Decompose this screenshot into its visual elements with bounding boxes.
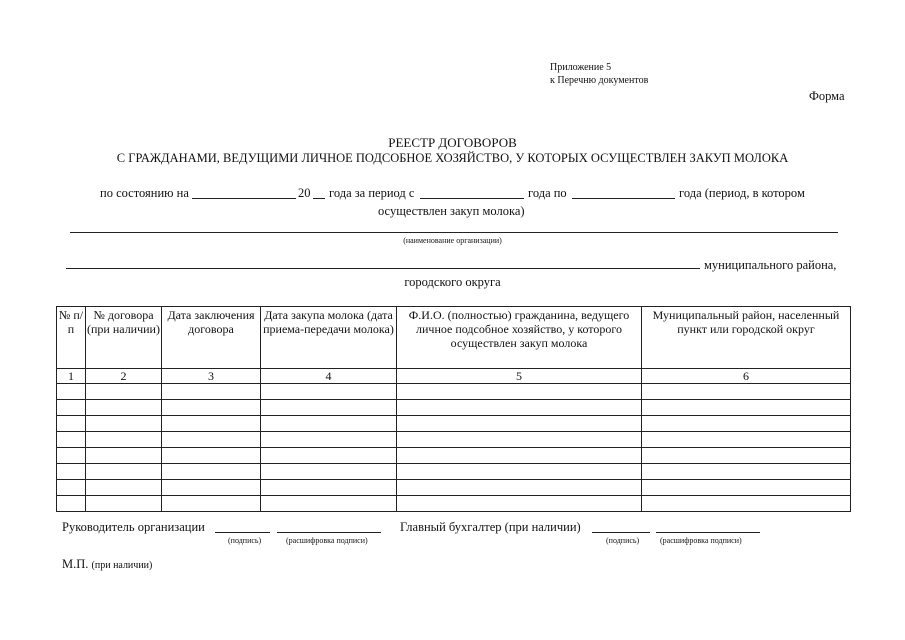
date-blank[interactable] <box>192 198 296 199</box>
column-number: 1 <box>57 369 86 384</box>
accountant-signature-caption: (подпись) <box>606 536 640 545</box>
period-from-label: года за период с <box>329 186 415 200</box>
municipal-district-label: муниципального района, <box>704 258 837 272</box>
head-decoding-caption: (расшифровка подписи) <box>286 536 368 545</box>
accountant-decoding-caption: (расшифровка подписи) <box>660 536 742 545</box>
table-row[interactable] <box>57 496 851 512</box>
table-row[interactable] <box>57 448 851 464</box>
document-subtitle: С ГРАЖДАНАМИ, ВЕДУЩИМИ ЛИЧНОЕ ПОДСОБНОЕ ХОЗЯЙСТВО, У КОТОРЫХ ОСУЩЕСТВЛЕН ЗАКУП МОЛОКА <box>116 151 789 165</box>
organization-caption: (наименование организации) <box>403 236 502 245</box>
document-title: РЕЕСТР ДОГОВОРОВ <box>388 135 517 150</box>
accountant-signature-line[interactable] <box>592 532 650 533</box>
table-header-row <box>57 307 851 369</box>
municipal-district-line[interactable] <box>66 268 700 269</box>
column-number: 3 <box>162 369 261 384</box>
column-number: 4 <box>261 369 397 384</box>
column-header: Дата закупа молока (дата приема-передачи молока) <box>261 307 397 369</box>
as-of-label: по состоянию на <box>100 186 189 200</box>
table-row[interactable] <box>57 464 851 480</box>
stamp-label <box>62 557 152 572</box>
column-number-row <box>57 369 851 384</box>
city-district-label: городского округа <box>404 275 501 289</box>
period-note-line2: осуществлен закуп молока) <box>378 204 525 218</box>
stamp-text: М.П. <box>62 557 89 571</box>
head-signature-line[interactable] <box>215 532 270 533</box>
head-of-organization-label: Руководитель организации <box>62 520 205 534</box>
stamp-note: (при наличии) <box>91 560 153 571</box>
period-to-blank[interactable] <box>572 198 675 199</box>
column-header: № договора (при наличии) <box>86 307 162 369</box>
column-number: 6 <box>642 369 851 384</box>
appendix-line2: к Перечню документов <box>550 75 649 86</box>
table-row[interactable] <box>57 416 851 432</box>
column-header: № п/п <box>57 307 86 369</box>
appendix-line1: Приложение 5 <box>550 62 612 73</box>
period-to-label: года по <box>528 186 567 200</box>
period-note: года (период, в котором <box>679 186 805 200</box>
period-from-blank[interactable] <box>420 198 524 199</box>
head-signature-caption: (подпись) <box>228 536 262 545</box>
year-prefix: 20 <box>298 186 311 200</box>
organization-name-line[interactable] <box>70 232 838 233</box>
table-row[interactable] <box>57 400 851 416</box>
year-blank[interactable] <box>313 198 325 199</box>
head-decoding-line[interactable] <box>277 532 381 533</box>
form-label: Форма <box>809 89 845 103</box>
column-header: Ф.И.О. (полностью) гражданина, ведущего личное подсобное хозяйство, у которого осуществлен закуп молока <box>397 307 642 369</box>
register-table <box>56 306 851 512</box>
table-row[interactable] <box>57 480 851 496</box>
column-number: 2 <box>86 369 162 384</box>
column-header: Муниципальный район, населенный пункт или городской округ <box>642 307 851 369</box>
column-number: 5 <box>397 369 642 384</box>
column-header: Дата заключения договора <box>162 307 261 369</box>
table-row[interactable] <box>57 432 851 448</box>
chief-accountant-label: Главный бухгалтер (при наличии) <box>400 520 581 534</box>
accountant-decoding-line[interactable] <box>656 532 760 533</box>
table-row[interactable] <box>57 384 851 400</box>
